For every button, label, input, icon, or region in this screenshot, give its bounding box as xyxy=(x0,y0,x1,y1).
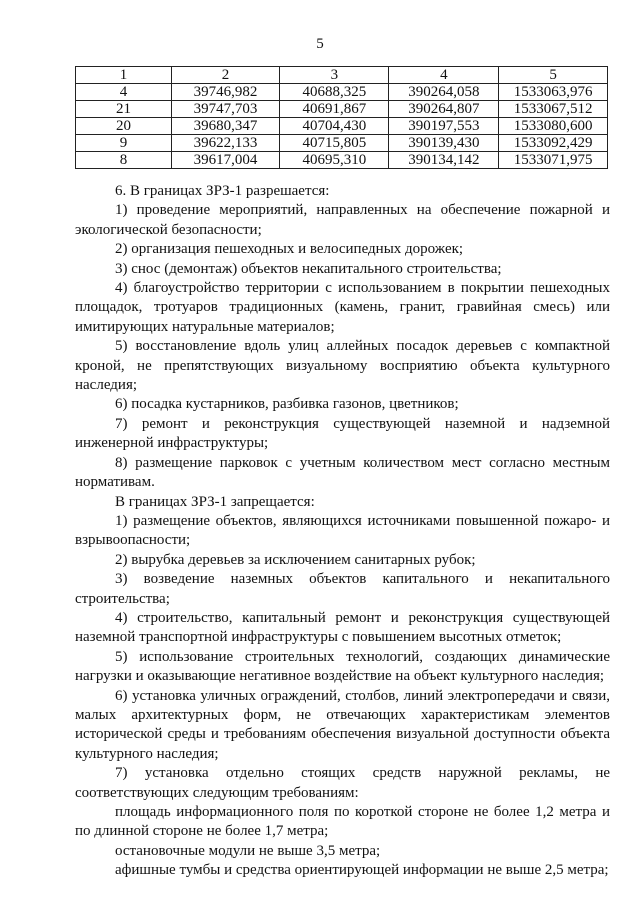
table-cell: 21 xyxy=(76,101,172,118)
table-row xyxy=(76,118,608,135)
list-item: 4) строительство, капитальный ремонт и реконструкция существующей наземной транспортной инфраструктуры с повышением высотных отметок; xyxy=(75,609,610,646)
table-cell: 40688,325 xyxy=(280,84,389,101)
list-item: 3) возведение наземных объектов капитального и некапитального строительства; xyxy=(75,571,610,607)
coordinates-table xyxy=(75,66,608,169)
table-cell: 40704,430 xyxy=(280,118,389,135)
table-cell: 390264,807 xyxy=(389,101,499,118)
section-heading-allowed: 6. В границах ЗРЗ-1 разрешается: xyxy=(115,183,330,199)
table-cell: 1533092,429 xyxy=(499,135,608,152)
table-header-cell: 2 xyxy=(171,67,279,84)
table-cell: 9 xyxy=(76,135,172,152)
list-item: 1) проведение мероприятий, направленных на обеспечение пожарной и экологической безопасности; xyxy=(75,202,610,238)
table-cell: 40715,805 xyxy=(280,135,389,152)
list-item: 2) вырубка деревьев за исключением санитарных рубок; xyxy=(115,551,476,568)
table-cell: 39747,703 xyxy=(171,101,279,118)
list-item: 8) размещение парковок с учетным количеством мест согласно местным нормативам. xyxy=(75,454,610,491)
table-cell: 39622,133 xyxy=(171,135,279,152)
table-cell: 1533067,512 xyxy=(499,101,608,118)
table-row xyxy=(76,135,608,152)
table-cell: 39746,982 xyxy=(171,84,279,101)
table-cell: 4 xyxy=(76,84,172,101)
table-cell: 39617,004 xyxy=(171,152,279,169)
table-cell: 390264,058 xyxy=(389,84,499,101)
section-heading-prohibited: В границах ЗРЗ-1 запрещается: xyxy=(115,493,315,510)
table-cell: 40691,867 xyxy=(280,101,389,118)
list-item: 2) организация пешеходных и велосипедных дорожек; xyxy=(115,241,464,258)
table-row xyxy=(76,152,608,169)
table-cell: 1533080,600 xyxy=(499,118,608,135)
table-cell: 390139,430 xyxy=(389,135,499,152)
table-header-cell: 3 xyxy=(280,67,389,84)
sub-item: площадь информационного поля по короткой стороне не более 1,2 метра и по длинной стороне не более 1,7 метра; xyxy=(75,804,610,840)
table-cell: 40695,310 xyxy=(280,152,389,169)
document-body xyxy=(75,182,610,881)
list-item: 5) восстановление вдоль улиц аллейных посадок деревьев с компактной кроной, не препятствующих визуальному восприятию объекта культурного наследия; xyxy=(75,338,610,394)
list-item: 7) ремонт и реконструкция существующей наземной и надземной инженерной инфраструктуры; xyxy=(75,415,610,452)
table-cell: 390134,142 xyxy=(389,152,499,169)
list-item: 3) снос (демонтаж) объектов некапитального строительства; xyxy=(115,260,502,277)
table-cell: 1533063,976 xyxy=(499,84,608,101)
list-item: 5) использование строительных технологий, создающих динамические нагрузки и оказывающие негативное воздействие на объект культурного наследия; xyxy=(75,648,610,685)
list-item: 4) благоустройство территории с использованием в покрытии пешеходных площадок, тротуаров традиционных (камень, гранит, гравийная смесь) или имитирующих натуральные материалов; xyxy=(75,280,610,335)
table-cell: 39680,347 xyxy=(171,118,279,135)
list-item: 6) посадка кустарников, разбивка газонов, цветников; xyxy=(115,396,459,413)
table-header-cell: 5 xyxy=(499,67,608,84)
table-cell: 1533071,975 xyxy=(499,152,608,169)
table-row xyxy=(76,84,608,101)
page-number: 5 xyxy=(316,36,324,52)
list-item: 6) установка уличных ограждений, столбов, линий электропередачи и связи, малых архитектурных форм, не отвечающих характеристикам элементов исторической среды и требованиям обеспечения визуальной доступности объекта культурного наследия; xyxy=(75,687,610,762)
sub-item: афишные тумбы и средства ориентирующей информации не выше 2,5 метра; xyxy=(115,862,609,879)
table-cell: 8 xyxy=(76,152,172,169)
table-cell: 390197,553 xyxy=(389,118,499,135)
sub-item: остановочные модули не выше 3,5 метра; xyxy=(115,842,381,859)
table-header-cell: 1 xyxy=(76,67,172,84)
list-item: 7) установка отдельно стоящих средств наружной рекламы, не соответствующих следующим требованиям: xyxy=(75,765,610,801)
list-item: 1) размещение объектов, являющихся источниками повышенной пожаро- и взрывоопасности; xyxy=(75,512,610,549)
table-row xyxy=(76,101,608,118)
table-cell: 20 xyxy=(76,118,172,135)
table-header-row xyxy=(76,67,608,84)
table-header-cell: 4 xyxy=(389,67,499,84)
